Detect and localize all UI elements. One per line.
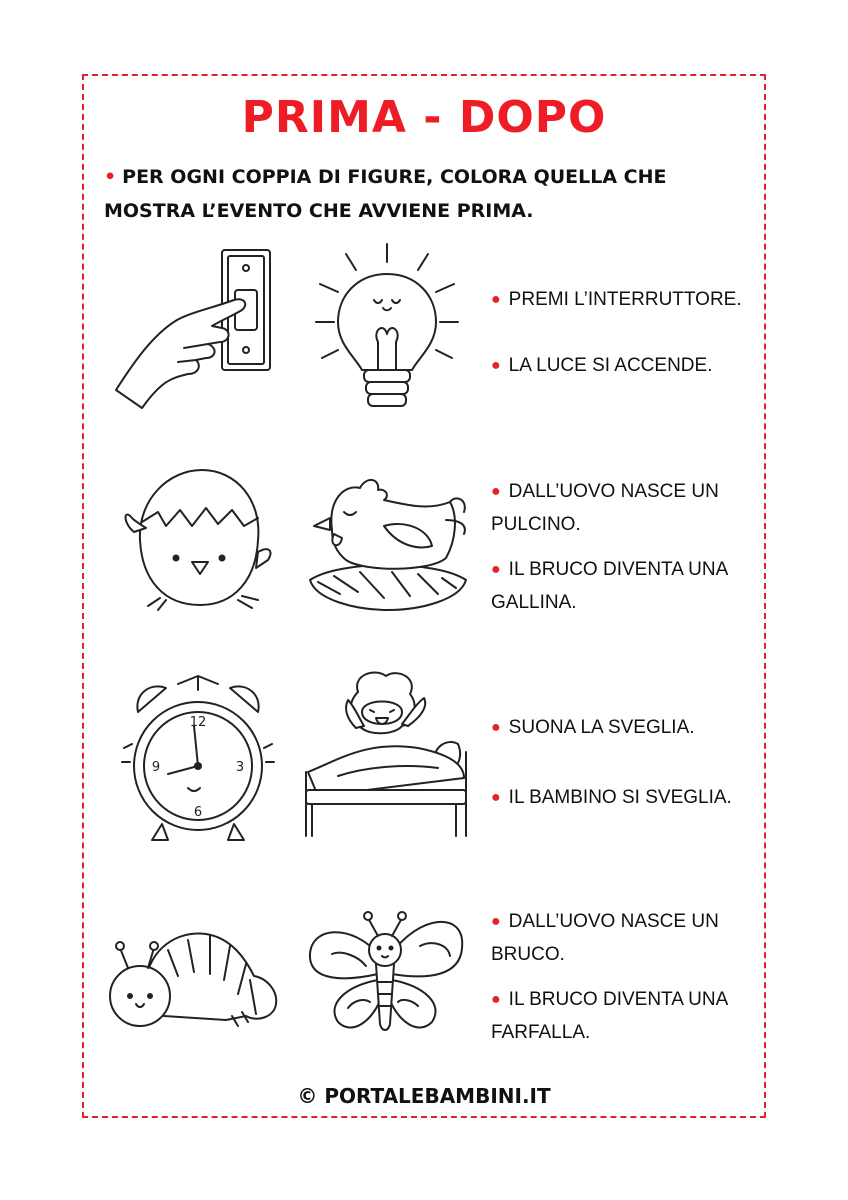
light-bulb-icon bbox=[312, 240, 462, 415]
instruction-text-1: PER OGNI COPPIA DI FIGURE, COLORA QUELLA CHE bbox=[122, 166, 667, 188]
bullet: ● bbox=[491, 483, 501, 500]
label-text: DALL’UOVO NASCE UN PULCINO. bbox=[491, 481, 719, 535]
instruction-line-2: MOSTRA L’EVENTO CHE AVVIENE PRIMA. bbox=[104, 200, 534, 222]
footer-copyright: © PORTALEBAMBINI.IT bbox=[297, 1084, 551, 1108]
bullet: ● bbox=[491, 561, 501, 578]
label-text: SUONA LA SVEGLIA. bbox=[508, 717, 695, 738]
caterpillar-icon bbox=[106, 920, 282, 1030]
clock-number: 9 bbox=[151, 760, 161, 775]
label-text: IL BRUCO DIVENTA UNA GALLINA. bbox=[491, 559, 728, 613]
hen-nest-icon bbox=[300, 460, 476, 620]
label-row3-second bbox=[491, 782, 761, 815]
label-row2-first bbox=[491, 476, 761, 541]
clock-number: 6 bbox=[193, 805, 203, 820]
label-text: PREMI L’INTERRUTTORE. bbox=[508, 289, 742, 310]
bullet: ● bbox=[491, 789, 501, 806]
label-row2-second bbox=[491, 554, 761, 619]
label-row3-first bbox=[491, 712, 761, 745]
label-text: DALL’UOVO NASCE UN BRUCO. bbox=[491, 911, 719, 965]
bullet: ● bbox=[491, 913, 501, 930]
label-row1-second bbox=[491, 350, 761, 383]
label-text: IL BAMBINO SI SVEGLIA. bbox=[508, 787, 732, 808]
instruction bbox=[104, 160, 714, 228]
clock-number: 3 bbox=[235, 760, 245, 775]
page-title: PRIMA - DOPO bbox=[241, 92, 607, 143]
bullet: • bbox=[104, 166, 117, 188]
hand-switch-icon bbox=[112, 240, 282, 415]
bullet: ● bbox=[491, 991, 501, 1008]
label-text: IL BRUCO DIVENTA UNA FARFALLA. bbox=[491, 989, 728, 1043]
bullet: ● bbox=[491, 291, 501, 308]
clock-number: 12 bbox=[189, 715, 207, 730]
butterfly-icon bbox=[302, 900, 468, 1040]
hatching-chick-icon bbox=[118, 460, 278, 620]
alarm-clock-icon bbox=[118, 670, 278, 846]
instruction-line-1 bbox=[104, 160, 714, 194]
label-row4-second bbox=[491, 984, 761, 1049]
label-row1-first bbox=[491, 284, 761, 317]
bullet: ● bbox=[491, 357, 501, 374]
label-row4-first bbox=[491, 906, 761, 971]
child-in-bed-icon bbox=[298, 668, 474, 844]
label-text: LA LUCE SI ACCENDE. bbox=[508, 355, 713, 376]
bullet: ● bbox=[491, 719, 501, 736]
